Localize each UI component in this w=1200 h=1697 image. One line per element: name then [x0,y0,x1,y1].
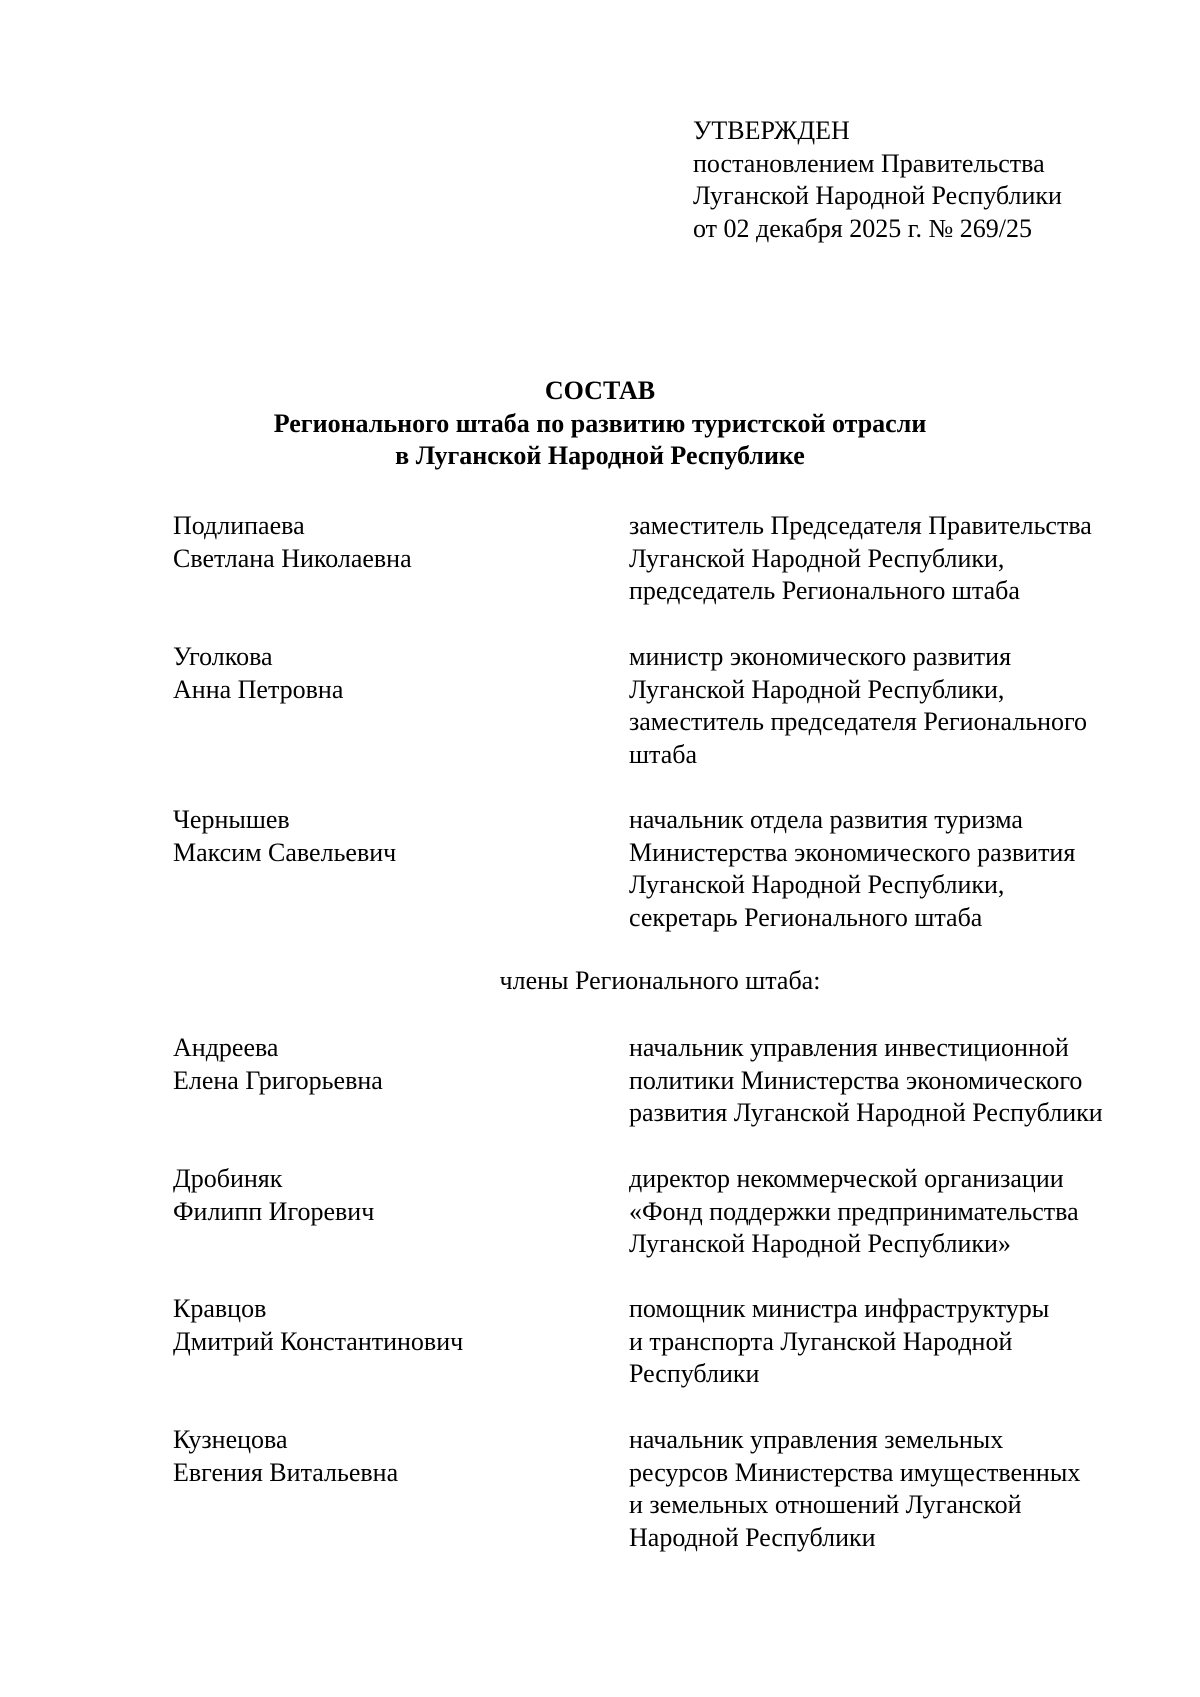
position-line: штаба [629,739,698,769]
member-position [629,1424,1080,1554]
position-line: Народной Республики [629,1522,876,1552]
title-line: СОСТАВ [544,376,656,405]
position-line: Луганской Народной Республики» [629,1229,1011,1258]
title-line: в Луганской Народной Республике [395,441,805,470]
surname: Чернышев [173,805,290,834]
position-line: Министерства экономического развития [629,837,1076,867]
members-section-label: члены Регионального штаба: [499,966,821,995]
position-line: председатель Регионального штаба [629,576,1020,605]
approval-line: УТВЕРЖДЕН [693,116,850,145]
position-line: начальник управления земельных [629,1425,1004,1454]
given-names: Максим Савельевич [173,837,397,867]
member-position [629,804,1075,934]
position-line: и земельных отношений Луганской [629,1490,1022,1519]
member-name [173,1163,374,1228]
position-line: ресурсов Министерства имущественных [629,1457,1081,1487]
position-line: директор некоммерческой организации [629,1164,1064,1193]
given-names: Светлана Николаевна [173,543,412,573]
given-names: Филипп Игоревич [173,1196,375,1226]
given-names: Елена Григорьевна [173,1065,383,1095]
given-names: Дмитрий Константинович [173,1326,464,1356]
position-line: начальник управления инвестиционной [629,1033,1069,1062]
given-names: Анна Петровна [173,674,344,704]
position-line: начальник отдела развития туризма [629,805,1023,834]
surname: Кравцов [173,1294,267,1323]
document-title [0,375,1200,473]
given-names: Евгения Витальевна [173,1457,399,1487]
member-position [629,510,1092,608]
position-line: министр экономического развития [629,642,1012,671]
approval-line: от 02 декабря 2025 г. № 269/25 [693,213,1033,243]
member-position [629,1293,1049,1391]
position-line: заместитель Председателя Правительства [629,511,1092,540]
position-line: Луганской Народной Республики, [629,870,1005,899]
position-line: и транспорта Луганской Народной [629,1326,1013,1356]
title-line: Регионального штаба по развитию туристской отрасли [273,408,927,438]
position-line: Луганской Народной Республики, [629,674,1005,704]
member-position [629,1032,1103,1130]
approval-line: Луганской Народной Республики [693,181,1062,210]
surname: Кузнецова [173,1425,288,1454]
member-name [173,1293,463,1358]
member-name [173,804,396,869]
position-line: Республики [629,1359,760,1388]
surname: Уголкова [173,642,273,671]
approval-stamp [693,115,1062,245]
position-line: помощник министра инфраструктуры [629,1294,1050,1323]
position-line: секретарь Регионального штаба [629,902,983,932]
surname: Подлипаева [173,511,305,540]
member-name [173,1424,398,1489]
surname: Андреева [173,1033,279,1062]
member-position [629,1163,1079,1261]
member-name [173,641,343,706]
member-name [173,1032,383,1097]
position-line: развития Луганской Народной Республики [629,1098,1103,1127]
position-line: политики Министерства экономического [629,1065,1083,1095]
approval-line: постановлением Правительства [693,148,1045,178]
member-name [173,510,412,575]
member-position [629,641,1087,771]
surname: Дробиняк [173,1164,283,1193]
position-line: «Фонд поддержки предпринимательства [629,1196,1079,1226]
position-line: Луганской Народной Республики, [629,543,1005,573]
position-line: заместитель председателя Регионального [629,707,1088,736]
